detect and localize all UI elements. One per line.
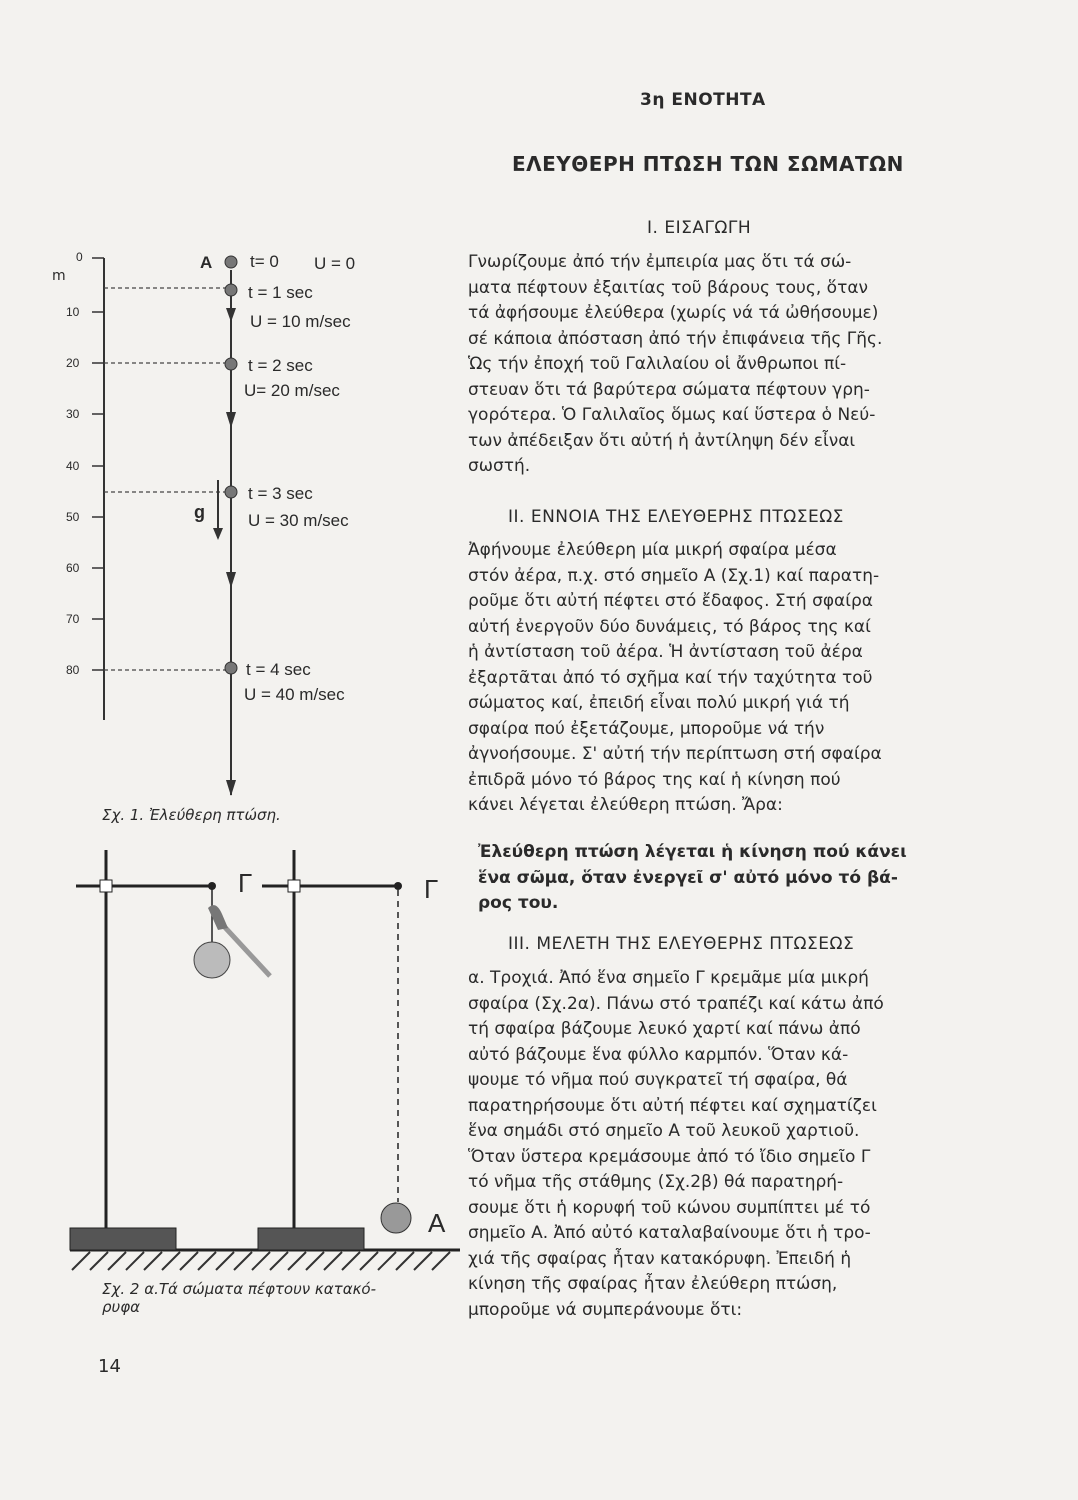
tick-label: 60 xyxy=(66,561,80,575)
text-line: στόν ἀέρα, π.χ. στό σημεῖο Α (Σχ.1) καί παρατη- xyxy=(468,565,880,586)
text-line: παρατηρήσουμε ὅτι αὐτή πέφτει καί σχηματίζει xyxy=(468,1095,877,1116)
text-line: μποροῦμε νά συμπεράνουμε ὅτι: xyxy=(468,1299,743,1320)
position-dashes xyxy=(104,288,226,670)
clamp-right xyxy=(288,880,300,892)
point-a-marker: Α xyxy=(428,1208,446,1238)
stand-base-right xyxy=(258,1228,364,1250)
text-line: ψουμε τό νῆμα πού συγκρατεῖ τή σφαίρα, θά xyxy=(468,1070,848,1090)
unit-title: 3η ΕΝΟΤΗΤΑ xyxy=(640,90,766,110)
tick-label: 50 xyxy=(66,510,80,524)
text-line: σέ κάποια ἀπόσταση ἀπό τήν ἐπιφάνεια τῆς Γῆς. xyxy=(468,328,883,349)
intro-paragraph xyxy=(468,250,946,480)
text-line: Ὡς τήν ἐποχή τοῦ Γαλιλαίου οἱ ἄνθρωποι πί- xyxy=(468,354,847,374)
ground-hatching xyxy=(72,1252,450,1270)
text-line: ροῦμε ὅτι αὐτή πέφτει στό ἔδαφος. Στή σφαίρα xyxy=(468,591,874,611)
definition-box xyxy=(478,840,940,917)
tick-label: 40 xyxy=(66,459,80,473)
hanging-ball xyxy=(194,942,230,978)
time-label-1: t = 1 sec xyxy=(248,283,313,302)
stands-figure xyxy=(0,830,470,1300)
text-line: των ἀπέδειξαν ὅτι αὐτή ἡ ἀντίληψη δέν εἶναι xyxy=(468,430,856,451)
text-line: ἕνα σημάδι στό σημεῖο Α τοῦ λευκοῦ χαρτιοῦ. xyxy=(468,1121,860,1141)
text-line: τά ἀφήσουμε ἐλεύθερα (χωρίς νά τά ὠθήσουμε) xyxy=(468,303,879,323)
text-line: σφαίρα πού ἐξετάζουμε, μποροῦμε νά τήν xyxy=(468,718,825,739)
text-line: ἐπιδρᾶ μόνο τό βάρος της καί ἡ κίνηση πού xyxy=(468,769,841,790)
definition-line: ἕνα σῶμα, ὅταν ἐνεργεῖ σ' αὐτό μόνο τό βά- xyxy=(478,867,898,888)
velocity-label-1: U = 10 m/sec xyxy=(250,312,351,331)
velocity-label-2: U= 20 m/sec xyxy=(244,381,340,400)
time-label-2: t = 2 sec xyxy=(248,356,313,375)
velocity-label-3: U = 30 m/sec xyxy=(248,511,349,530)
text-line: σώματος καί, ἐπειδή εἶναι πολύ μικρή γιά τή xyxy=(468,693,850,713)
section-heading-concept: ΙΙ. ΕΝΝΟΙΑ ΤΗΣ ΕΛΕΥΘΕΡΗΣ ΠΤΩΣΕΩΣ xyxy=(508,507,844,527)
text-line: στευαν ὅτι τά βαρύτερα σώματα πέφτουν γρη- xyxy=(468,379,870,400)
text-line: τή σφαίρα βάζουμε λευκό χαρτί καί πάνω ἀπό xyxy=(468,1019,861,1039)
text-line: αὐτή ἐνεργοῦν δύο δυνάμεις, τό βάρος της καί xyxy=(468,616,871,637)
gamma-label-left: Γ xyxy=(238,868,253,898)
text-line: ἐξαρτᾶται ἀπό τό σχῆμα καί τήν ταχύτητα τοῦ xyxy=(468,667,873,688)
study-paragraph xyxy=(468,966,946,1323)
section-heading-study: ΙΙΙ. ΜΕΛΕΤΗ ΤΗΣ ΕΛΕΥΘΕΡΗΣ ΠΤΩΣΕΩΣ xyxy=(508,934,855,954)
caption-line: ρυφα xyxy=(102,1298,140,1316)
hook-right xyxy=(394,882,402,890)
text-line: κίνηση τῆς σφαίρας ἦταν ἐλεύθερη πτώση, xyxy=(468,1274,838,1294)
text-line: σημεῖο Α. Ἀπό αὐτό καταλαβαίνουμε ὅτι ἡ τρο- xyxy=(468,1223,871,1243)
text-line: Ἀφήνουμε ἐλεύθερη μία μικρή σφαίρα μέσα xyxy=(468,540,837,560)
text-line: χιά τῆς σφαίρας ἦταν κατακόρυφη. Ἐπειδή ἡ xyxy=(468,1248,852,1269)
gravity-arrowhead xyxy=(213,528,223,540)
tick-label: 0 xyxy=(76,250,83,264)
gravity-label: g xyxy=(194,502,205,522)
text-line: Ὅταν ὕστερα κρεμάσουμε ἀπό τό ἴδιο σημεῖο Γ xyxy=(468,1146,871,1167)
tick-label: 20 xyxy=(66,356,80,370)
concept-paragraph xyxy=(468,538,946,819)
caption-line: Σχ. 2 α.Τά σώματα πέφτουν κατακό- xyxy=(102,1280,377,1298)
stand-base-left xyxy=(70,1228,176,1250)
text-line: σωστή. xyxy=(468,456,531,476)
text-line: ματα πέφτουν ἐξαιτίας τοῦ βάρους τους, ὅταν xyxy=(468,277,869,298)
tick-label: 30 xyxy=(66,407,80,421)
definition-line: Ἐλεύθερη πτώση λέγεται ἡ κίνηση πού κάνει xyxy=(478,842,907,862)
text-line: ἀγνοήσουμε. Σ' αὐτή τήν περίπτωση στή σφαίρα xyxy=(468,744,882,764)
text-line: σουμε ὅτι ἡ κορυφή τοῦ κώνου συμπίπτει μέ τό xyxy=(468,1197,871,1218)
velocity-label-4: U = 40 m/sec xyxy=(244,685,345,704)
velocity-label-0: U = 0 xyxy=(314,254,356,273)
text-line: σφαίρα (Σχ.2α). Πάνω στό τραπέζι καί κάτω ἀπό xyxy=(468,993,884,1014)
section-heading-intro: Ι. ΕΙΣΑΓΩΓΗ xyxy=(647,218,752,238)
tick-label: 80 xyxy=(66,663,80,677)
time-label-0: t= 0 xyxy=(250,252,279,271)
figure2-caption xyxy=(102,1280,376,1316)
text-line: α. Τροχιά. Ἀπό ἕνα σημεῖο Γ κρεμᾶμε μία μικρή xyxy=(468,968,869,988)
gamma-label-right: Γ xyxy=(424,874,439,904)
text-line: ἡ ἀντίσταση τοῦ ἀέρα. Ἡ ἀντίσταση τοῦ ἀέρα xyxy=(468,642,863,662)
definition-line: ρος του. xyxy=(478,893,559,913)
text-line: τό νῆμα τῆς στάθμης (Σχ.2β) θά παρατηρή- xyxy=(468,1172,844,1192)
plumb-bob xyxy=(381,1203,411,1233)
text-line: κάνει λέγεται ἐλεύθερη πτώση. Ἄρα: xyxy=(468,795,783,815)
text-line: γορότερα. Ὁ Γαλιλαῖος ὅμως καί ὕστερα ὁ Νεύ- xyxy=(468,405,876,425)
clamp-left xyxy=(100,880,112,892)
chapter-title: ΕΛΕΥΘΕΡΗ ΠΤΩΣΗ ΤΩΝ ΣΩΜΑΤΩΝ xyxy=(512,152,904,176)
text-line: Γνωρίζουμε ἀπό τήν ἐμπειρία μας ὅτι τά σώ- xyxy=(468,252,852,272)
figure1-caption: Σχ. 1. Ἐλεύθερη πτώση. xyxy=(102,806,281,824)
page-number: 14 xyxy=(98,1356,121,1377)
text-line: αὐτό βάζουμε ἕνα φύλλο καρμπόν. Ὅταν κά- xyxy=(468,1044,849,1065)
time-label-4: t = 4 sec xyxy=(246,660,311,679)
time-label-3: t = 3 sec xyxy=(248,484,313,503)
axis-unit: m xyxy=(52,268,66,284)
tick-label: 10 xyxy=(66,305,80,319)
tick-label: 70 xyxy=(66,612,80,626)
scale-tick-marks xyxy=(92,258,104,670)
hand-icon xyxy=(208,905,228,930)
point-a-label: A xyxy=(200,253,213,272)
